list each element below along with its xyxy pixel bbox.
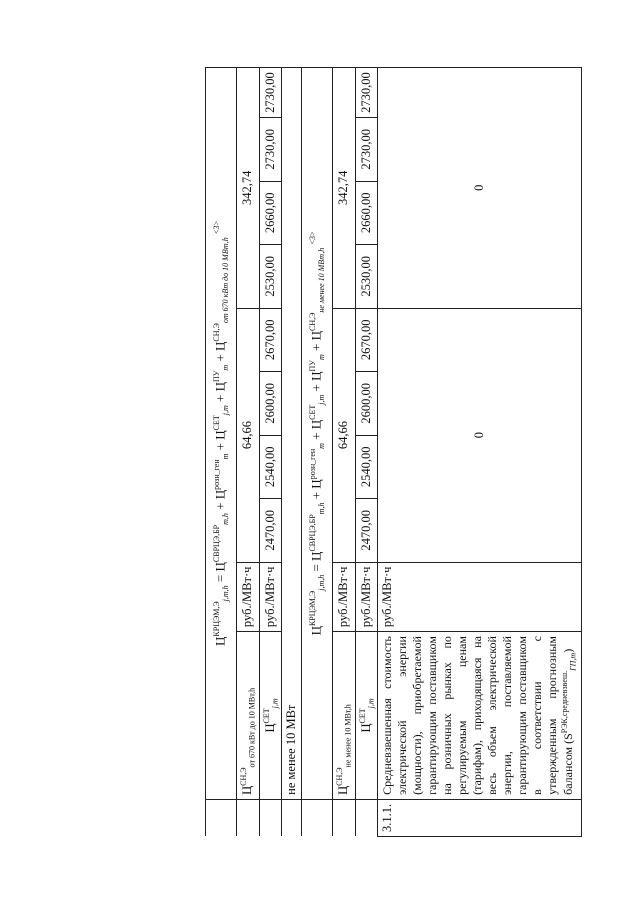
sn-10mw-label: $Ц^{СН,Э}_{не менее 10 МВт,h}$ [333, 632, 356, 800]
set-670-unit: руб./МВт·ч [259, 562, 282, 632]
row-3-1-1-number: 3.1.1. [378, 799, 581, 836]
sn-10mw-unit: руб./МВт·ч [333, 562, 356, 632]
set-10mw-value: 2730,00 [355, 68, 378, 118]
set-10mw-label: $Ц^{СЕТ}_{j,m}$ [355, 632, 378, 800]
sn-670-label: $Ц^{СН,Э}_{от 670 кВт до 10 МВт,h}$ [236, 632, 259, 800]
set-10mw-value: 2730,00 [355, 118, 378, 182]
formula-10mw: $Ц^{КРЦЭМ,Э}_{j,m,h} = Ц^{СВРЦЭ,БР}_{m,h} + Ц^{розн\_ген}_m + Ц^{СЕТ}_{j,m} + Ц^{ПУ}_m + Ц^{СН,Э}_{не менее 10 МВт,h}$ $^{<3>}$ [302, 68, 333, 800]
set-10mw-row [355, 68, 378, 837]
set-10mw-value: 2670,00 [355, 308, 378, 372]
sn-670-row [236, 68, 259, 837]
row-3-1-1-value-b: 0 [378, 68, 581, 309]
row-3-1-1-value-a: 0 [378, 308, 581, 562]
row-3-1-1 [378, 68, 581, 837]
sn-10mw-value-a: 64,66 [333, 308, 356, 562]
set-670-value: 2670,00 [259, 308, 282, 372]
formula-670: $Ц^{КРЦЭМ,Э}_{j,m,h} = Ц^{СВРЦЭ,БР}_{m,h} + Ц^{розн\_ген}_m + Ц^{СЕТ}_{j,m} + Ц^{ПУ}_m + Ц^{СН,Э}_{от 670 кВт до 10 МВт,h}$ $^{<3>}$ [206, 68, 237, 800]
set-670-value: 2730,00 [259, 68, 282, 118]
sn-670-value-a: 64,66 [236, 308, 259, 562]
set-10mw-value: 2540,00 [355, 435, 378, 499]
row-3-1-1-description: Средневзвешенная стоимость электрической энергии (мощности), приобретаемой гарантирующим поставщиком на розничных рынках по регулируемым ценам (тарифам), приходящаяся на весь объем электрической энергии, поставляемой гарантирующим поставщиком в соответствии с утвержденным прогнозным балансом $(S^{РЭК,средневзвеш.}_{ГП,m})$ [378, 632, 581, 800]
sn-10mw-row [333, 68, 356, 837]
set-10mw-unit: руб./МВт·ч [355, 562, 378, 632]
sn-670-value-b: 342,74 [236, 68, 259, 309]
set-670-label: $Ц^{СЕТ}_{j,m}$ [259, 632, 282, 800]
set-670-value: 2660,00 [259, 181, 282, 245]
section-10mw-row [282, 68, 302, 837]
section-10mw-title: не менее 10 МВт [282, 68, 302, 800]
set-670-value: 2470,00 [259, 499, 282, 563]
set-670-value: 2540,00 [259, 435, 282, 499]
sn-670-unit: руб./МВт·ч [236, 562, 259, 632]
sn-10mw-value-b: 342,74 [333, 68, 356, 309]
tariff-table [205, 67, 582, 837]
set-670-value: 2730,00 [259, 118, 282, 182]
set-10mw-value: 2600,00 [355, 372, 378, 436]
set-10mw-value: 2660,00 [355, 181, 378, 245]
set-10mw-value: 2470,00 [355, 499, 378, 563]
set-670-value: 2600,00 [259, 372, 282, 436]
row-3-1-1-unit: руб./МВт·ч [378, 562, 581, 632]
set-670-value: 2530,00 [259, 245, 282, 309]
set-670-row [259, 68, 282, 837]
formula-row-10mw [302, 68, 333, 837]
set-10mw-value: 2530,00 [355, 245, 378, 309]
rotated-table-wrapper [205, 67, 578, 837]
formula-row-670 [206, 68, 237, 837]
